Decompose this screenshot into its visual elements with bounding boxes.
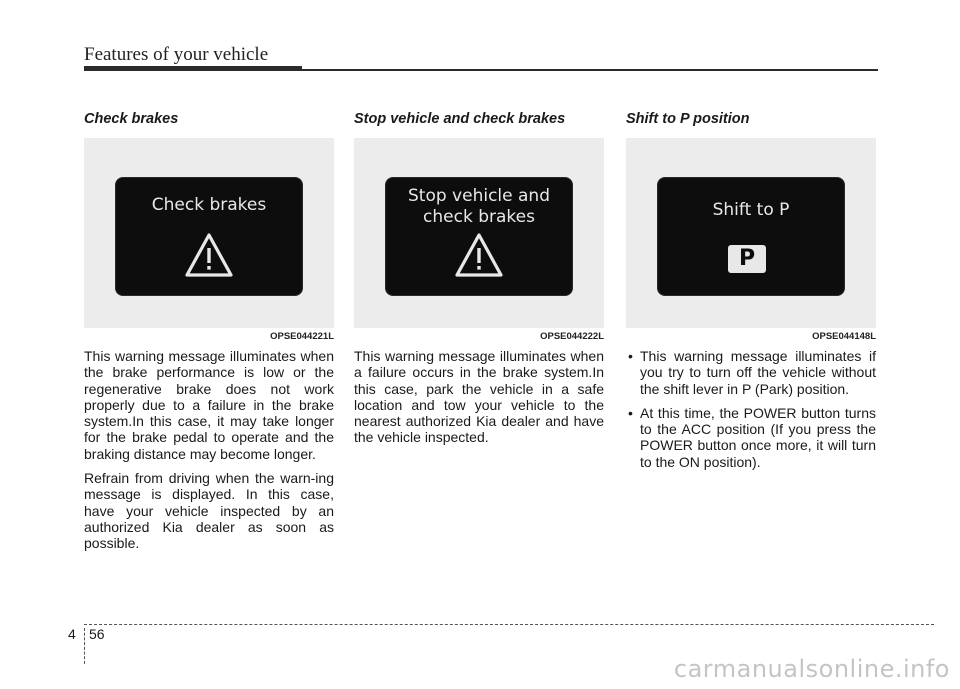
footer-dashed-divider [84,628,85,664]
screen-message-line-1: Stop vehicle and [408,186,550,206]
body-paragraph: This warning message illuminates when the brake performance is low or the regenerative brake does not work properly due to a failure in the brake system.In this case, it may take longer for the brake pedal to operate and the braking distance may become longer. [84,348,334,462]
warning-triangle-icon [453,229,505,281]
section-shift-to-p [626,110,876,478]
page-header-title: Features of your vehicle [84,44,269,65]
image-code: OPSE044221L [270,331,334,342]
screen-message-line-2: check brakes [423,207,535,227]
cluster-display-screen [386,178,572,295]
section-heading: Shift to P position [626,111,750,127]
park-p-icon: P [728,245,766,273]
image-code: OPSE044148L [812,331,876,342]
bullet-list [626,348,876,470]
body-paragraph: This warning message illuminates when a failure occurs in the brake system.In this case, park the vehicle in a safe location and tow your vehicle to the nearest authorized Kia dealer and have the vehicle inspected. [354,348,604,446]
cluster-display-screen [116,178,302,295]
cluster-image-panel [354,138,604,328]
bullet-item: • This warning message illuminates if you try to turn off the vehicle without the shift lever in P (Park) position. [626,348,876,397]
section-heading: Stop vehicle and check brakes [354,111,566,127]
cluster-image-panel [84,138,334,328]
screen-message: Check brakes [151,195,267,215]
bullet-item: • At this time, the POWER button turns to the ACC position (If you press the POWER button once more, it will turn to the ON position). [626,405,876,470]
cluster-image-panel [626,138,876,328]
section-stop-vehicle-check-brakes [354,110,604,446]
section-check-brakes [84,110,334,552]
image-code: OPSE044222L [540,331,604,342]
header-rule-thick [84,66,302,71]
watermark: carmanualsonline.info [673,655,950,683]
cluster-display-screen [658,178,844,295]
screen-message: Shift to P [712,200,790,220]
header-rule-thin [300,69,878,71]
footer-dashed-rule [84,624,934,625]
body-paragraph: Refrain from driving when the warn-ing message is displayed. In this case, have your vehicle inspected by an authorized Kia dealer as soon as possible. [84,470,334,552]
warning-triangle-icon [183,229,235,281]
chapter-number: 4 [68,626,76,642]
page-number: 56 [89,626,105,642]
section-heading: Check brakes [84,111,179,127]
